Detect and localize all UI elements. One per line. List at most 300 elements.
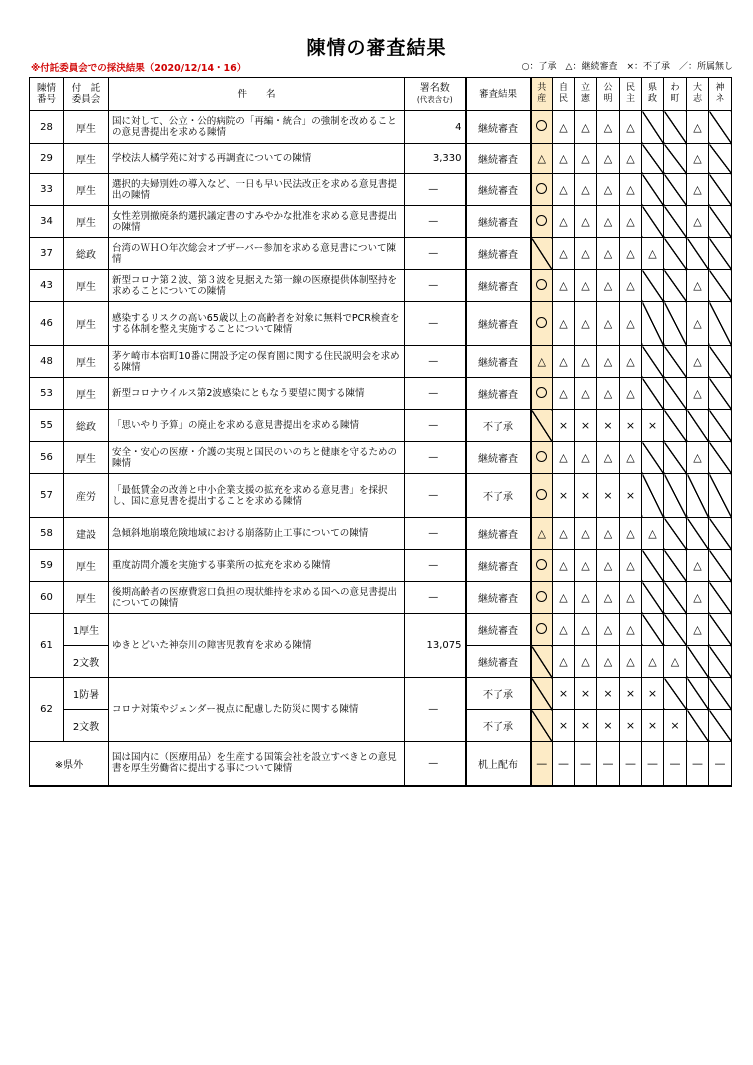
- table-row: [30, 111, 732, 144]
- signature-count: —: [405, 174, 466, 206]
- vote-rikken: △: [575, 646, 597, 678]
- petition-title: 「最低賃金の改善と中小企業支援の拡充を求める意見書」を採択し、国に意見書を提出することを求める陳情: [109, 474, 405, 518]
- vote-minshu: ×: [620, 474, 642, 518]
- vote-jimin: △: [553, 582, 575, 614]
- vote-kanagawa-net: [709, 550, 732, 582]
- table-row: [30, 442, 732, 474]
- vote-komei: △: [597, 270, 620, 302]
- vote-jimin: △: [553, 174, 575, 206]
- vote-kyosan: [531, 474, 553, 518]
- approve-mark: [536, 591, 547, 602]
- vote-kanagawa-net: —: [709, 742, 732, 786]
- petition-number: 29: [30, 144, 64, 174]
- vote-jimin: —: [553, 742, 575, 786]
- committee: 産労: [64, 474, 109, 518]
- vote-kyosan: [531, 206, 553, 238]
- vote-komei: △: [597, 111, 620, 144]
- vote-wamachi: —: [664, 742, 687, 786]
- approve-mark: [536, 183, 547, 194]
- review-result: 継続審査: [466, 238, 531, 270]
- approve-mark: [536, 215, 547, 226]
- vote-kensei: [642, 302, 664, 346]
- committee: 2文教: [64, 646, 109, 678]
- header-party-jimin: 自 民: [553, 78, 575, 111]
- review-result: 継続審査: [466, 144, 531, 174]
- table-row: [30, 270, 732, 302]
- review-result: 不了承: [466, 474, 531, 518]
- vote-kyosan: [531, 378, 553, 410]
- vote-kanagawa-net: [709, 582, 732, 614]
- signature-count: —: [405, 582, 466, 614]
- vote-komei: △: [597, 144, 620, 174]
- committee: 厚生: [64, 144, 109, 174]
- vote-wamachi: [664, 410, 687, 442]
- vote-minshu: △: [620, 206, 642, 238]
- vote-kanagawa-net: [709, 678, 732, 710]
- vote-kanagawa-net: [709, 442, 732, 474]
- vote-wamachi: [664, 206, 687, 238]
- signature-count: —: [405, 238, 466, 270]
- vote-minshu: —: [620, 742, 642, 786]
- vote-wamachi: [664, 238, 687, 270]
- vote-taishi: [687, 518, 709, 550]
- vote-date-subtitle: ※付託委員会での採決結果（2020/12/14・16）: [31, 63, 247, 74]
- vote-kensei: [642, 582, 664, 614]
- signature-count: —: [405, 270, 466, 302]
- vote-komei: △: [597, 582, 620, 614]
- vote-kyosan: △: [531, 346, 553, 378]
- petition-title: 後期高齢者の医療費窓口負担の現状維持を求める国への意見書提出についての陳情: [109, 582, 405, 614]
- vote-komei: ×: [597, 410, 620, 442]
- vote-jimin: △: [553, 518, 575, 550]
- vote-kyosan: [531, 582, 553, 614]
- vote-kanagawa-net: [709, 646, 732, 678]
- vote-minshu: △: [620, 346, 642, 378]
- vote-kensei: [642, 442, 664, 474]
- vote-rikken: △: [575, 582, 597, 614]
- approve-mark: [536, 623, 547, 634]
- vote-komei: ×: [597, 678, 620, 710]
- vote-komei: △: [597, 206, 620, 238]
- signature-count: —: [405, 206, 466, 238]
- review-result: 継続審査: [466, 582, 531, 614]
- petition-number: 33: [30, 174, 64, 206]
- committee: 厚生: [64, 174, 109, 206]
- signature-count: —: [405, 442, 466, 474]
- vote-kanagawa-net: [709, 302, 732, 346]
- vote-jimin: △: [553, 144, 575, 174]
- vote-minshu: △: [620, 238, 642, 270]
- committee: 総政: [64, 410, 109, 442]
- committee: 厚生: [64, 442, 109, 474]
- vote-kanagawa-net: [709, 238, 732, 270]
- signature-count: —: [405, 742, 466, 786]
- out-of-prefecture-label: ※県外: [30, 742, 109, 786]
- table-row: [30, 302, 732, 346]
- table-row: [30, 238, 732, 270]
- header-party-kensei: 県 政: [642, 78, 664, 111]
- petition-title: 女性差別撤廃条約選択議定書のすみやかな批准を求める意見書提出の陳情: [109, 206, 405, 238]
- vote-jimin: ×: [553, 474, 575, 518]
- signature-count: 3,330: [405, 144, 466, 174]
- petition-number: 57: [30, 474, 64, 518]
- petition-number: 62: [30, 678, 64, 742]
- vote-jimin: ×: [553, 678, 575, 710]
- header-committee: 付 託 委員会: [64, 78, 109, 111]
- vote-minshu: △: [620, 270, 642, 302]
- vote-rikken: △: [575, 270, 597, 302]
- vote-jimin: △: [553, 646, 575, 678]
- vote-minshu: △: [620, 302, 642, 346]
- vote-kyosan: [531, 111, 553, 144]
- review-result: 継続審査: [466, 442, 531, 474]
- vote-kensei: —: [642, 742, 664, 786]
- committee: 厚生: [64, 346, 109, 378]
- vote-minshu: △: [620, 646, 642, 678]
- vote-kensei: [642, 346, 664, 378]
- approve-mark: [536, 317, 547, 328]
- petition-number: 43: [30, 270, 64, 302]
- vote-jimin: △: [553, 238, 575, 270]
- approve-mark: [536, 559, 547, 570]
- vote-minshu: △: [620, 518, 642, 550]
- header-row: [30, 78, 732, 111]
- vote-kanagawa-net: [709, 378, 732, 410]
- vote-minshu: ×: [620, 410, 642, 442]
- vote-jimin: △: [553, 302, 575, 346]
- vote-kensei: △: [642, 646, 664, 678]
- petition-number: 61: [30, 614, 64, 678]
- vote-wamachi: [664, 550, 687, 582]
- petition-title: 選択的夫婦別姓の導入など、一日も早い民法改正を求める意見書提出の陳情: [109, 174, 405, 206]
- review-result: 机上配布: [466, 742, 531, 786]
- petition-title: 国に対して、公立・公的病院の「再編・統合」の強制を改めることの意見書提出を求める陳情: [109, 111, 405, 144]
- vote-rikken: △: [575, 174, 597, 206]
- vote-rikken: △: [575, 614, 597, 646]
- vote-taishi: △: [687, 144, 709, 174]
- vote-kanagawa-net: [709, 614, 732, 646]
- petition-results-table: [29, 77, 732, 787]
- vote-kyosan: [531, 302, 553, 346]
- vote-rikken: △: [575, 206, 597, 238]
- vote-kensei: [642, 174, 664, 206]
- committee: 1防暑: [64, 678, 109, 710]
- petition-title: 学校法人橘学苑に対する再調査についての陳情: [109, 144, 405, 174]
- vote-taishi: △: [687, 174, 709, 206]
- table-row: [30, 550, 732, 582]
- review-result: 継続審査: [466, 174, 531, 206]
- petition-number: 55: [30, 410, 64, 442]
- petition-number: 53: [30, 378, 64, 410]
- petition-title: 重度訪問介護を実施する事業所の拡充を求める陳情: [109, 550, 405, 582]
- vote-wamachi: [664, 144, 687, 174]
- vote-rikken: △: [575, 111, 597, 144]
- signature-count: —: [405, 550, 466, 582]
- vote-rikken: △: [575, 378, 597, 410]
- vote-kyosan: [531, 442, 553, 474]
- vote-komei: ×: [597, 474, 620, 518]
- review-result: 継続審査: [466, 518, 531, 550]
- vote-wamachi: [664, 302, 687, 346]
- committee: 厚生: [64, 550, 109, 582]
- vote-kensei: [642, 270, 664, 302]
- committee: 厚生: [64, 111, 109, 144]
- vote-kensei: ×: [642, 410, 664, 442]
- vote-kyosan: [531, 174, 553, 206]
- vote-kensei: [642, 550, 664, 582]
- petition-number: 60: [30, 582, 64, 614]
- table-row: [30, 206, 732, 238]
- vote-komei: △: [597, 174, 620, 206]
- vote-jimin: △: [553, 550, 575, 582]
- vote-kyosan: △: [531, 518, 553, 550]
- vote-taishi: [687, 410, 709, 442]
- vote-rikken: △: [575, 302, 597, 346]
- vote-kanagawa-net: [709, 518, 732, 550]
- vote-minshu: △: [620, 144, 642, 174]
- petition-title: 台湾のＷＨＯ年次総会オブザーバー参加を求める意見書について陳情: [109, 238, 405, 270]
- approve-mark: [536, 387, 547, 398]
- vote-kyosan: [531, 238, 553, 270]
- table-row: [30, 474, 732, 518]
- vote-minshu: △: [620, 582, 642, 614]
- vote-taishi: △: [687, 582, 709, 614]
- vote-kyosan: —: [531, 742, 553, 786]
- header-party-taishi: 大 志: [687, 78, 709, 111]
- table-row: [30, 678, 732, 710]
- signature-count: —: [405, 518, 466, 550]
- vote-taishi: [687, 710, 709, 742]
- vote-minshu: △: [620, 378, 642, 410]
- vote-kensei: [642, 378, 664, 410]
- page-title: 陳情の審査結果: [306, 37, 447, 59]
- review-result: 不了承: [466, 710, 531, 742]
- vote-jimin: △: [553, 206, 575, 238]
- petition-title: 「思いやり予算」の廃止を求める意見書提出を求める陳情: [109, 410, 405, 442]
- committee: 2文教: [64, 710, 109, 742]
- table-row: [30, 144, 732, 174]
- vote-kensei: △: [642, 238, 664, 270]
- vote-jimin: ×: [553, 410, 575, 442]
- vote-komei: △: [597, 302, 620, 346]
- vote-kanagawa-net: [709, 710, 732, 742]
- vote-taishi: △: [687, 378, 709, 410]
- signature-count: —: [405, 678, 466, 742]
- committee: 総政: [64, 238, 109, 270]
- vote-komei: △: [597, 442, 620, 474]
- vote-kyosan: [531, 710, 553, 742]
- header-party-kanagawa-net: 神 ネ: [709, 78, 732, 111]
- vote-rikken: ×: [575, 710, 597, 742]
- vote-kyosan: [531, 614, 553, 646]
- vote-kyosan: [531, 646, 553, 678]
- vote-wamachi: [664, 270, 687, 302]
- vote-kensei: [642, 144, 664, 174]
- vote-komei: △: [597, 518, 620, 550]
- vote-minshu: ×: [620, 710, 642, 742]
- vote-jimin: △: [553, 111, 575, 144]
- review-result: 継続審査: [466, 111, 531, 144]
- vote-kanagawa-net: [709, 474, 732, 518]
- signature-count: 13,075: [405, 614, 466, 678]
- vote-kanagawa-net: [709, 111, 732, 144]
- vote-jimin: △: [553, 614, 575, 646]
- review-result: 不了承: [466, 678, 531, 710]
- petition-number: 48: [30, 346, 64, 378]
- header-signatures: 署名数 (代表含む): [405, 78, 466, 111]
- vote-taishi: △: [687, 614, 709, 646]
- petition-title: 急傾斜地崩壊危険地域における崩落防止工事についての陳情: [109, 518, 405, 550]
- petition-title: 感染するリスクの高い65歳以上の高齢者を対象に無料でPCR検査をする体制を整え実施することについて陳情: [109, 302, 405, 346]
- review-result: 継続審査: [466, 646, 531, 678]
- header-party-wamachi: わ 町: [664, 78, 687, 111]
- signature-count: —: [405, 378, 466, 410]
- table-row: [30, 410, 732, 442]
- vote-rikken: △: [575, 238, 597, 270]
- table-row: [30, 346, 732, 378]
- vote-kanagawa-net: [709, 270, 732, 302]
- petition-title: コロナ対策やジェンダー視点に配慮した防災に関する陳情: [109, 678, 405, 742]
- petition-title: ゆきとどいた神奈川の障害児教育を求める陳情: [109, 614, 405, 678]
- vote-jimin: △: [553, 378, 575, 410]
- vote-minshu: △: [620, 174, 642, 206]
- vote-wamachi: △: [664, 646, 687, 678]
- vote-taishi: △: [687, 550, 709, 582]
- vote-komei: △: [597, 550, 620, 582]
- approve-mark: [536, 279, 547, 290]
- vote-kensei: [642, 206, 664, 238]
- signature-count: —: [405, 302, 466, 346]
- vote-minshu: △: [620, 442, 642, 474]
- vote-komei: ×: [597, 710, 620, 742]
- legend: ○：了承 △：継続審査 ×：不了承 ／：所属無し: [521, 62, 733, 72]
- vote-kensei: [642, 111, 664, 144]
- vote-jimin: △: [553, 346, 575, 378]
- vote-kanagawa-net: [709, 174, 732, 206]
- table-row: [30, 518, 732, 550]
- header-party-rikken: 立 憲: [575, 78, 597, 111]
- vote-wamachi: [664, 474, 687, 518]
- vote-rikken: ×: [575, 410, 597, 442]
- vote-komei: △: [597, 238, 620, 270]
- vote-kyosan: [531, 678, 553, 710]
- petition-title: 新型コロナ第２波、第３波を見据えた第一線の医療提供体制堅持を求めることについての陳情: [109, 270, 405, 302]
- approve-mark: [536, 489, 547, 500]
- vote-kanagawa-net: [709, 144, 732, 174]
- vote-kanagawa-net: [709, 410, 732, 442]
- vote-komei: △: [597, 646, 620, 678]
- vote-kensei: [642, 474, 664, 518]
- vote-kensei: ×: [642, 678, 664, 710]
- review-result: 継続審査: [466, 378, 531, 410]
- petition-number: 59: [30, 550, 64, 582]
- vote-kensei: [642, 614, 664, 646]
- vote-wamachi: [664, 614, 687, 646]
- signature-count: —: [405, 346, 466, 378]
- review-result: 不了承: [466, 410, 531, 442]
- petition-title: 安全・安心の医療・介護の実現と国民のいのちと健康を守るための陳情: [109, 442, 405, 474]
- vote-taishi: [687, 474, 709, 518]
- committee: 厚生: [64, 302, 109, 346]
- vote-taishi: △: [687, 442, 709, 474]
- vote-wamachi: [664, 442, 687, 474]
- approve-mark: [536, 120, 547, 131]
- vote-taishi: △: [687, 111, 709, 144]
- review-result: 継続審査: [466, 302, 531, 346]
- vote-taishi: △: [687, 206, 709, 238]
- petition-title: 茅ケ崎市本宿町10番に開設予定の保育園に関する住民説明会を求める陳情: [109, 346, 405, 378]
- vote-kyosan: [531, 550, 553, 582]
- petition-title: 国は国内に（医療用品）を生産する国策会社を設立すべきとの意見書を厚生労働省に提出する事について陳情: [109, 742, 405, 786]
- vote-minshu: △: [620, 550, 642, 582]
- petition-number: 37: [30, 238, 64, 270]
- petition-number: 46: [30, 302, 64, 346]
- committee: 厚生: [64, 206, 109, 238]
- header-party-kyosan: 共 産: [531, 78, 553, 111]
- vote-jimin: ×: [553, 710, 575, 742]
- petition-number: 56: [30, 442, 64, 474]
- vote-minshu: △: [620, 614, 642, 646]
- committee: 厚生: [64, 270, 109, 302]
- vote-kensei: △: [642, 518, 664, 550]
- vote-kensei: ×: [642, 710, 664, 742]
- vote-jimin: △: [553, 270, 575, 302]
- vote-komei: △: [597, 346, 620, 378]
- approve-mark: [536, 451, 547, 462]
- signature-count: —: [405, 474, 466, 518]
- committee: 1厚生: [64, 614, 109, 646]
- vote-komei: △: [597, 614, 620, 646]
- petition-number: 34: [30, 206, 64, 238]
- review-result: 継続審査: [466, 550, 531, 582]
- table-row: [30, 378, 732, 410]
- table-row: [30, 582, 732, 614]
- vote-rikken: △: [575, 442, 597, 474]
- signature-count: 4: [405, 111, 466, 144]
- vote-taishi: [687, 238, 709, 270]
- vote-rikken: ×: [575, 474, 597, 518]
- petition-title: 新型コロナウイルス第2波感染にともなう要望に関する陳情: [109, 378, 405, 410]
- vote-kyosan: [531, 270, 553, 302]
- vote-wamachi: [664, 582, 687, 614]
- vote-wamachi: [664, 111, 687, 144]
- vote-minshu: ×: [620, 678, 642, 710]
- header-no: 陳情 番号: [30, 78, 64, 111]
- vote-komei: △: [597, 378, 620, 410]
- vote-taishi: [687, 646, 709, 678]
- vote-kanagawa-net: [709, 346, 732, 378]
- vote-rikken: △: [575, 518, 597, 550]
- header-result: 審査結果: [466, 78, 531, 111]
- signature-count: —: [405, 410, 466, 442]
- review-result: 継続審査: [466, 614, 531, 646]
- vote-rikken: △: [575, 346, 597, 378]
- vote-taishi: △: [687, 270, 709, 302]
- vote-taishi: △: [687, 302, 709, 346]
- table-row-out-of-prefecture: [30, 742, 732, 786]
- header-party-komei: 公 明: [597, 78, 620, 111]
- vote-kanagawa-net: [709, 206, 732, 238]
- table-row: [30, 614, 732, 646]
- vote-komei: —: [597, 742, 620, 786]
- vote-wamachi: [664, 678, 687, 710]
- committee: 厚生: [64, 582, 109, 614]
- vote-rikken: △: [575, 550, 597, 582]
- vote-taishi: [687, 678, 709, 710]
- table-row: [30, 174, 732, 206]
- vote-kyosan: △: [531, 144, 553, 174]
- vote-wamachi: [664, 518, 687, 550]
